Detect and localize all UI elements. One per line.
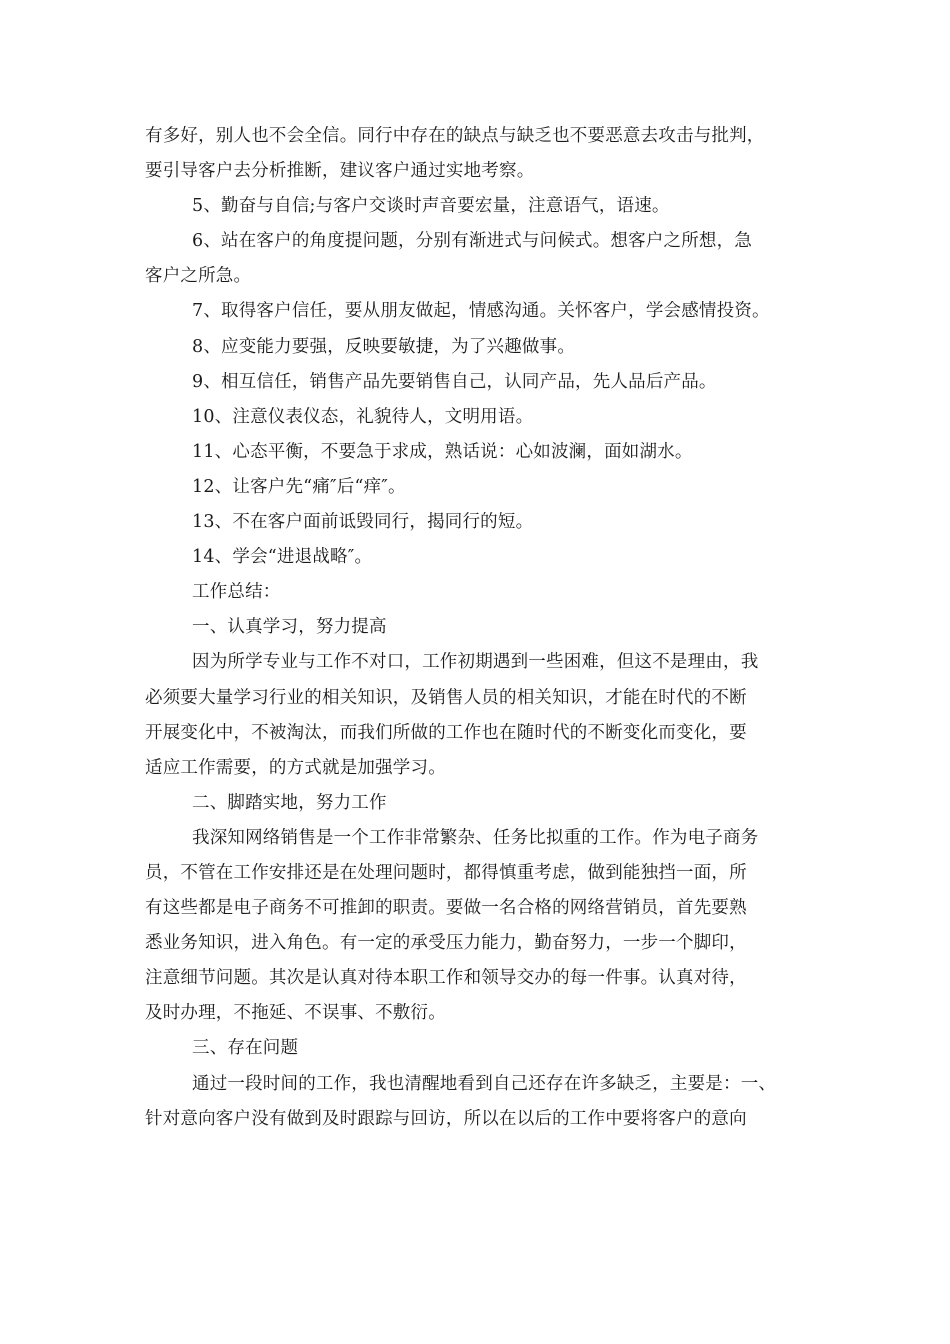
text-line: 针对意向客户没有做到及时跟踪与回访，所以在以后的工作中要将客户的意向 [145, 1108, 747, 1129]
text-line: 因为所学专业与工作不对口，工作初期遇到一些困难，但这不是理由，我 [192, 652, 759, 673]
text-line: 12、让客户先“痛″后“痒″。 [192, 476, 406, 497]
text-line: 悉业务知识，进入角色。有一定的承受压力能力，勤奋努力，一步一个脚印， [145, 933, 747, 954]
text-line: 5、勤奋与自信;与客户交谈时声音要宏量，注意语气，语速。 [192, 196, 670, 217]
text-line: 我深知网络销售是一个工作非常繁杂、任务比拟重的工作。作为电子商务 [192, 827, 759, 848]
text-line: 要引导客户去分析推断，建议客户通过实地考察。 [145, 161, 535, 182]
text-line: 8、应变能力要强，反映要敏捷，为了兴趣做事。 [192, 336, 576, 357]
text-line: 有这些都是电子商务不可推卸的职责。要做一名合格的网络营销员，首先要熟 [145, 898, 747, 919]
text-line: 注意细节问题。其次是认真对待本职工作和领导交办的每一件事。认真对待， [145, 968, 747, 989]
text-line: 14、学会“进退战略″。 [192, 547, 373, 568]
text-line: 适应工作需要，的方式就是加强学习。 [145, 757, 446, 778]
text-line: 及时办理，不拖延、不误事、不敷衍。 [145, 1003, 446, 1024]
text-line: 开展变化中，不被淘汰，而我们所做的工作也在随时代的不断变化而变化，要 [145, 722, 747, 743]
text-line: 三、存在问题 [192, 1038, 299, 1059]
text-line: 工作总结： [192, 582, 281, 603]
text-line: 一、认真学习，努力提高 [192, 617, 387, 638]
text-line: 13、不在客户面前诋毁同行，揭同行的短。 [192, 512, 534, 533]
text-line: 必须要大量学习行业的相关知识，及销售人员的相关知识，才能在时代的不断 [145, 687, 747, 708]
document-body [145, 119, 835, 1137]
text-line: 10、注意仪表仪态，礼貌待人，文明用语。 [192, 406, 534, 427]
text-line: 7、取得客户信任，要从朋友做起，情感沟通。关怀客户，学会感情投资。 [192, 301, 770, 322]
text-line: 6、站在客户的角度提问题，分别有渐进式与问候式。想客户之所想，急 [192, 231, 753, 252]
text-line: 有多好，别人也不会全信。同行中存在的缺点与缺乏也不要恶意去攻击与批判， [145, 126, 765, 146]
text-line: 客户之所急。 [145, 266, 252, 287]
text-line: 9、相互信任，销售产品先要销售自己，认同产品，先人品后产品。 [192, 371, 717, 392]
text-line: 通过一段时间的工作，我也清醒地看到自己还存在许多缺乏，主要是：一、 [192, 1073, 777, 1094]
text-line: 员，不管在工作安排还是在处理问题时，都得慎重考虑，做到能独挡一面，所 [145, 862, 747, 883]
text-line: 11、心态平衡，不要急于求成，熟话说：心如波澜，面如湖水。 [192, 441, 693, 462]
text-line: 二、脚踏实地，努力工作 [192, 792, 387, 813]
